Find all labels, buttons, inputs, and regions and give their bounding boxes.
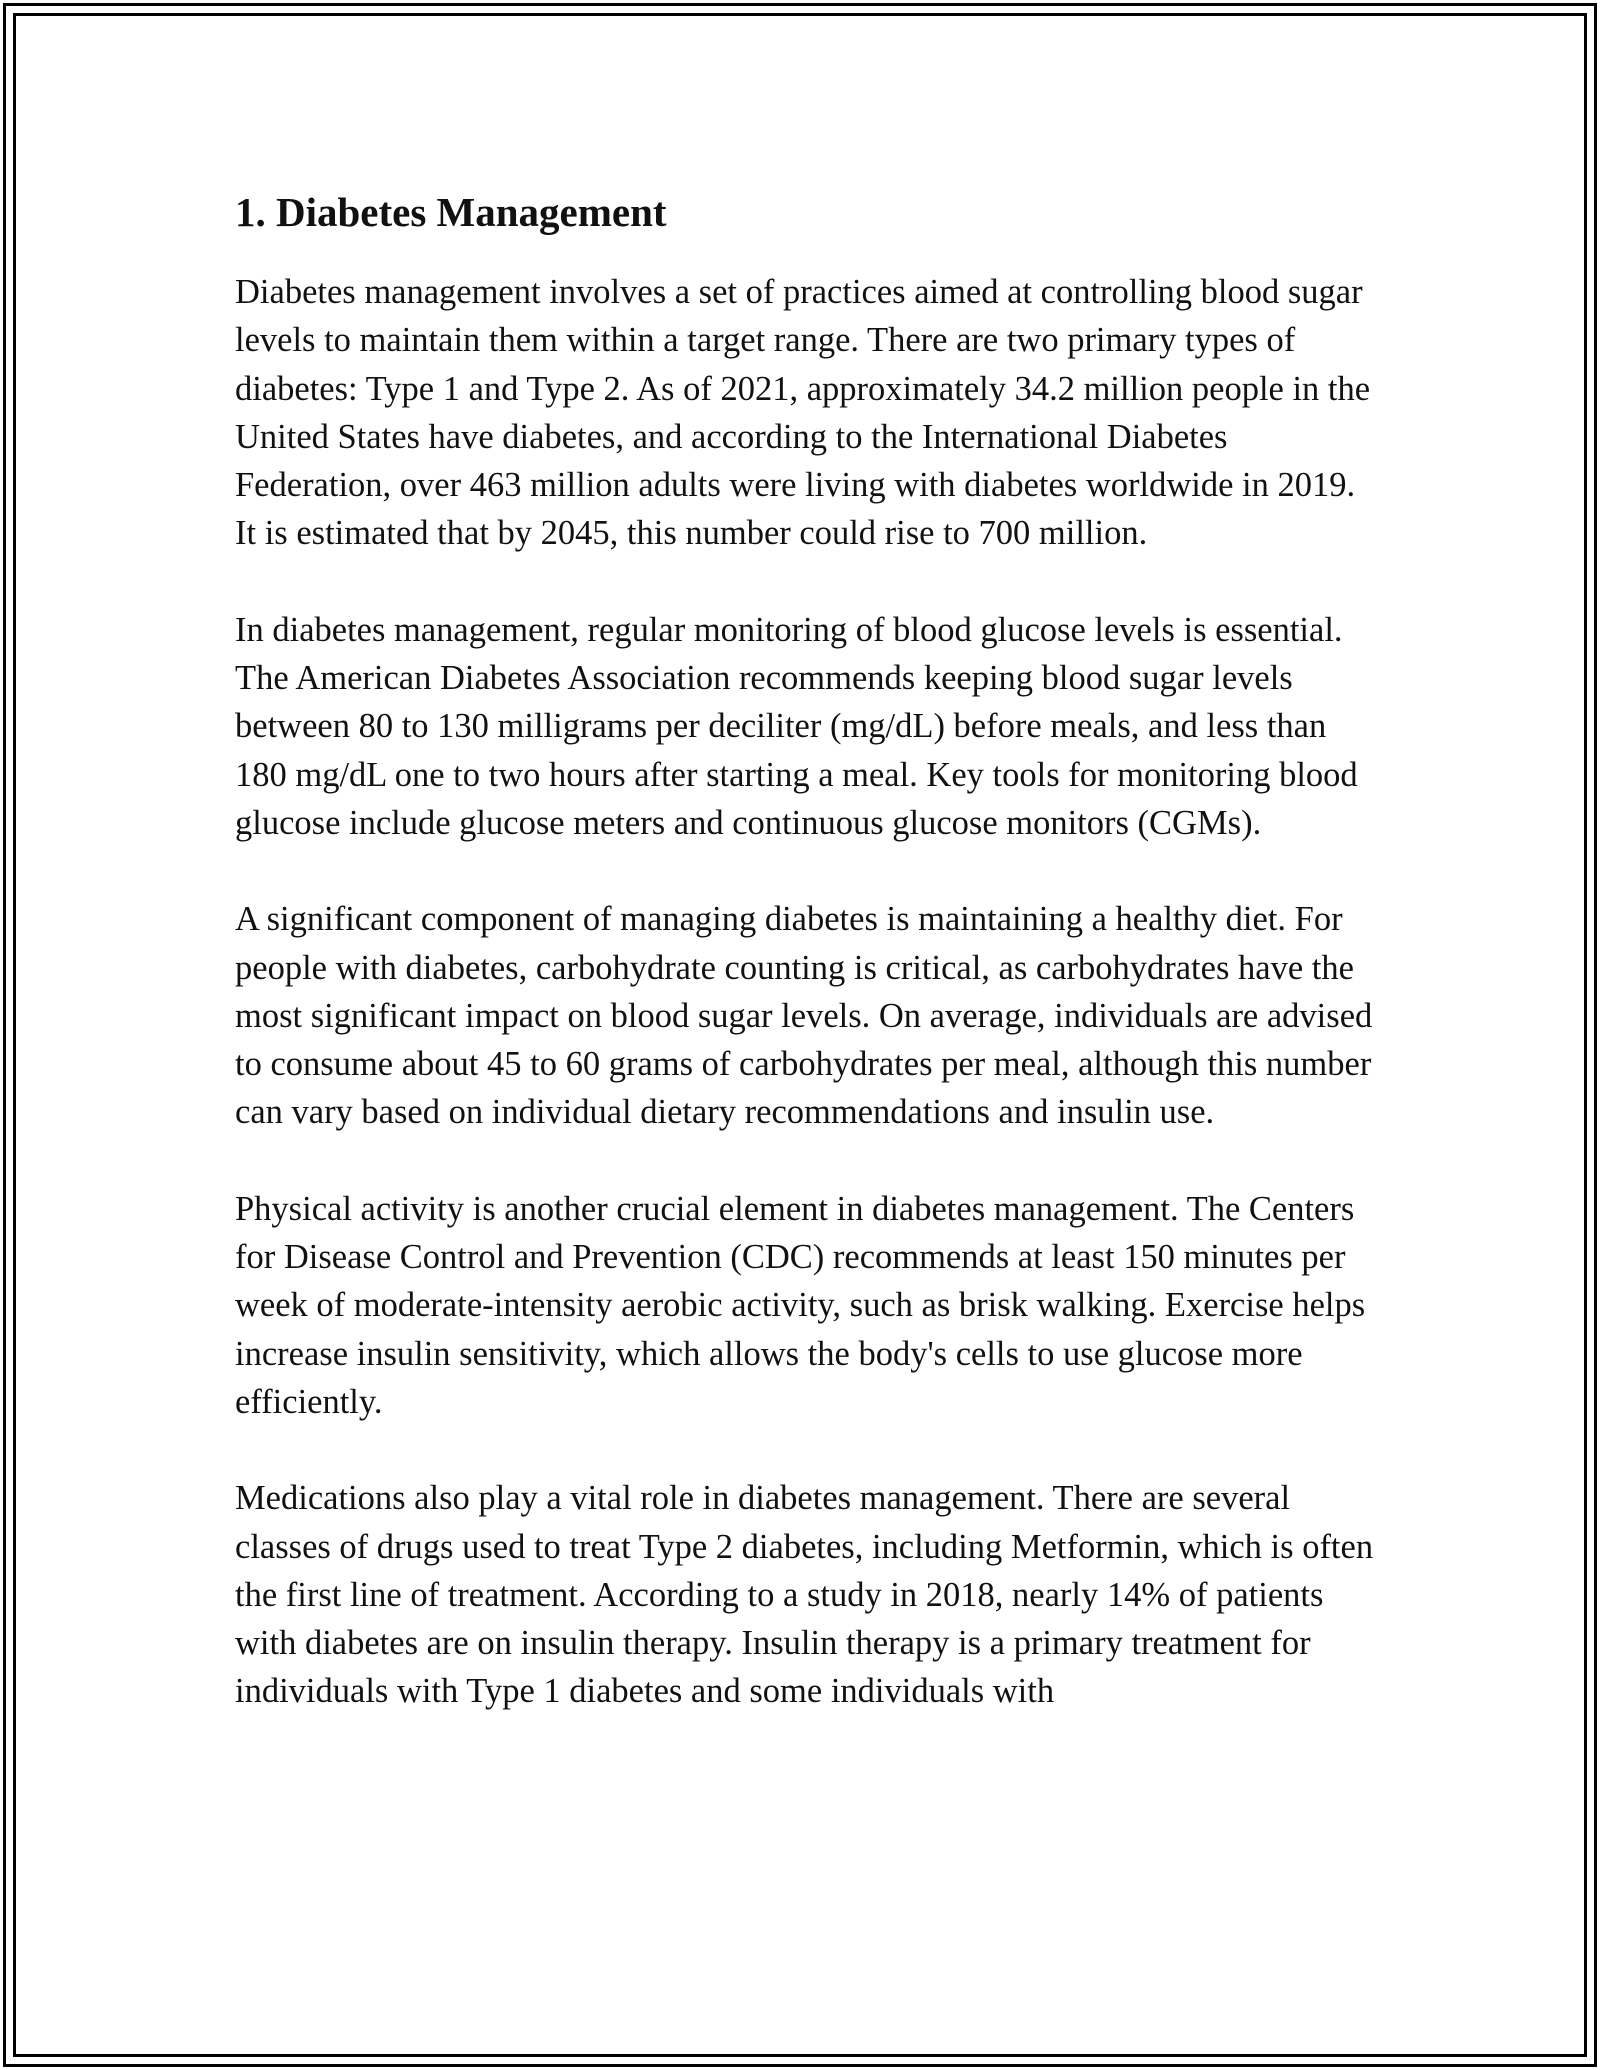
section-heading: 1. Diabetes Management: [235, 189, 667, 235]
paragraph-diet: A significant component of managing diabetes is maintaining a healthy diet. For people with diabetes, carbohydrate counting is critical, as carbohydrates have the most significant impact on blood sugar levels. On average, individuals are advised to consume about 45 to 60 grams of carbohydrates per meal, although this number can vary based on individual dietary recommendations and insulin use.: [235, 900, 1373, 1132]
paragraph-monitoring: In diabetes management, regular monitoring of blood glucose levels is essential. The American Diabetes Association recommends keeping blood sugar levels between 80 to 130 milligrams per deciliter (mg/dL) before meals, and less than 180 mg/dL one to two hours after starting a meal. Key tools for monitoring blood glucose include glucose meters and continuous glucose monitors (CGMs).: [235, 610, 1358, 842]
document-body: [235, 186, 1375, 1764]
paragraph-overview: Diabetes management involves a set of practices aimed at controlling blood sugar levels to maintain them within a target range. There are two primary types of diabetes: Type 1 and Type 2. As of 2021, approximately 34.2 million people in the United States have diabetes, and according to the International Diabetes Federation, over 463 million adults were living with diabetes worldwide in 2019. It is estimated that by 2045, this number could rise to 700 million.: [235, 273, 1371, 553]
paragraph-medications: Medications also play a vital role in diabetes management. There are several classes of drugs used to treat Type 2 diabetes, including Metformin, which is often the first line of treatment. According to a study in 2018, nearly 14% of patients with diabetes are on insulin therapy. Insulin therapy is a primary treatment for individuals with Type 1 diabetes and some individuals with: [235, 1479, 1374, 1711]
paragraph-physical-activity: Physical activity is another crucial element in diabetes management. The Centers for Disease Control and Prevention (CDC) recommends at least 150 minutes per week of moderate-intensity aerobic activity, such as brisk walking. Exercise helps increase insulin sensitivity, which allows the body's cells to use glucose more efficiently.: [235, 1189, 1366, 1421]
